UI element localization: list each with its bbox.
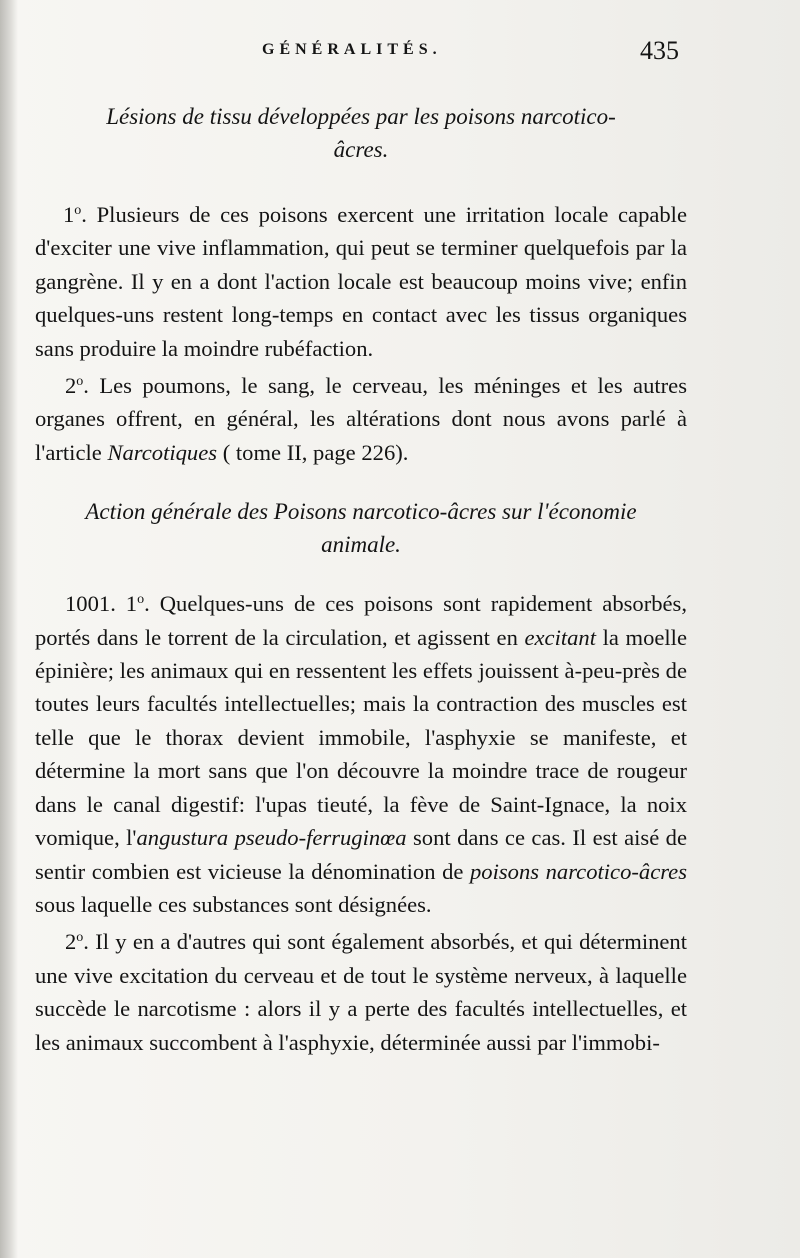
section-heading-lesions-line1: Lésions de tissu développées par les poisons narcotico-	[106, 104, 616, 129]
paragraph-text: . Plusieurs de ces poisons exercent une irritation locale capable d'exciter une vive inflammation, qui peut se terminer quelquefois par la gangrène. Il y en a dont l'action locale est beaucoup moins vive; enfin quelques-uns restent long-temps en contact avec les tissus organiques sans produire la moindre rubéfaction.	[35, 202, 687, 361]
paragraph-text: la moelle épinière; les animaux qui en ressentent les effets jouissent à-peu-près de toutes leurs facultés intellectuelles; mais la contraction des muscles est telle que le thorax devient immobile, l'asphyxie se manifeste, et détermine la mort sans que l'on découvre la moindre trace de rougeur dans le canal digestif: l'upas tieuté, la fève de Saint-Ignace, la noix vomique, l'	[35, 624, 687, 851]
body-text	[35, 100, 687, 1059]
degree-mark: o	[76, 930, 84, 946]
paragraph-text: . Quelques-uns de ces poisons sont rapidement absorbés, portés dans le torrent de la circulation, et agissent en	[35, 591, 688, 650]
paragraph-number: 2	[65, 373, 77, 399]
italic-term-narcotiques: Narcotiques	[107, 439, 218, 465]
page-number: 435	[640, 36, 679, 65]
section-heading-lesions-line2: âcres.	[333, 137, 389, 162]
section-heading-action	[35, 495, 687, 561]
page-spine-shadow	[0, 0, 18, 1258]
degree-mark: o	[74, 203, 82, 218]
paragraph-number: 1	[63, 202, 75, 227]
degree-mark: o	[76, 374, 84, 390]
paragraph-1001	[35, 583, 687, 921]
degree-mark: o	[137, 592, 145, 608]
paragraph-number: 2	[65, 929, 77, 955]
section-heading-action-line2: animale.	[321, 532, 401, 558]
paragraph-lesions-2	[35, 365, 687, 469]
italic-term-excitant: excitant	[524, 624, 596, 650]
paragraph-text-end: ( tome II, page 226).	[217, 439, 409, 465]
running-title: GÉNÉRALITÉS.	[262, 41, 442, 58]
italic-term-poisons: poisons narcotico-âcres	[470, 858, 687, 884]
section-heading-lesions	[35, 100, 687, 166]
running-header	[0, 36, 800, 72]
paragraph-text: . Les poumons, le sang, le cerveau, les méninges et les autres organes offrent, en général, les altérations dont nous avons parlé à l'article	[35, 373, 687, 465]
paragraph-lesions-1	[35, 194, 687, 365]
paragraph-1001-2	[35, 921, 687, 1059]
paragraph-text: sous laquelle ces substances sont désignées.	[35, 891, 432, 917]
paragraph-text: sont dans ce cas. Il est aisé de sentir combien est vicieuse la dénomination de	[35, 825, 688, 884]
italic-term-angustura: angustura pseudo-ferruginœa	[136, 825, 407, 851]
paragraph-number: 1001. 1	[65, 591, 138, 617]
paragraph-text: . Il y en a d'autres qui sont également absorbés, et qui déterminent une vive excitation du cerveau et de tout le système nerveux, à laquelle succède le narcotisme : alors il y a perte des facultés intellectuelles, et les animaux succombent à l'asphyxie, déterminée aussi par l'immobi-	[35, 929, 687, 1055]
section-heading-action-line1: Action générale des Poisons narcotico-âcres sur l'économie	[85, 499, 637, 525]
